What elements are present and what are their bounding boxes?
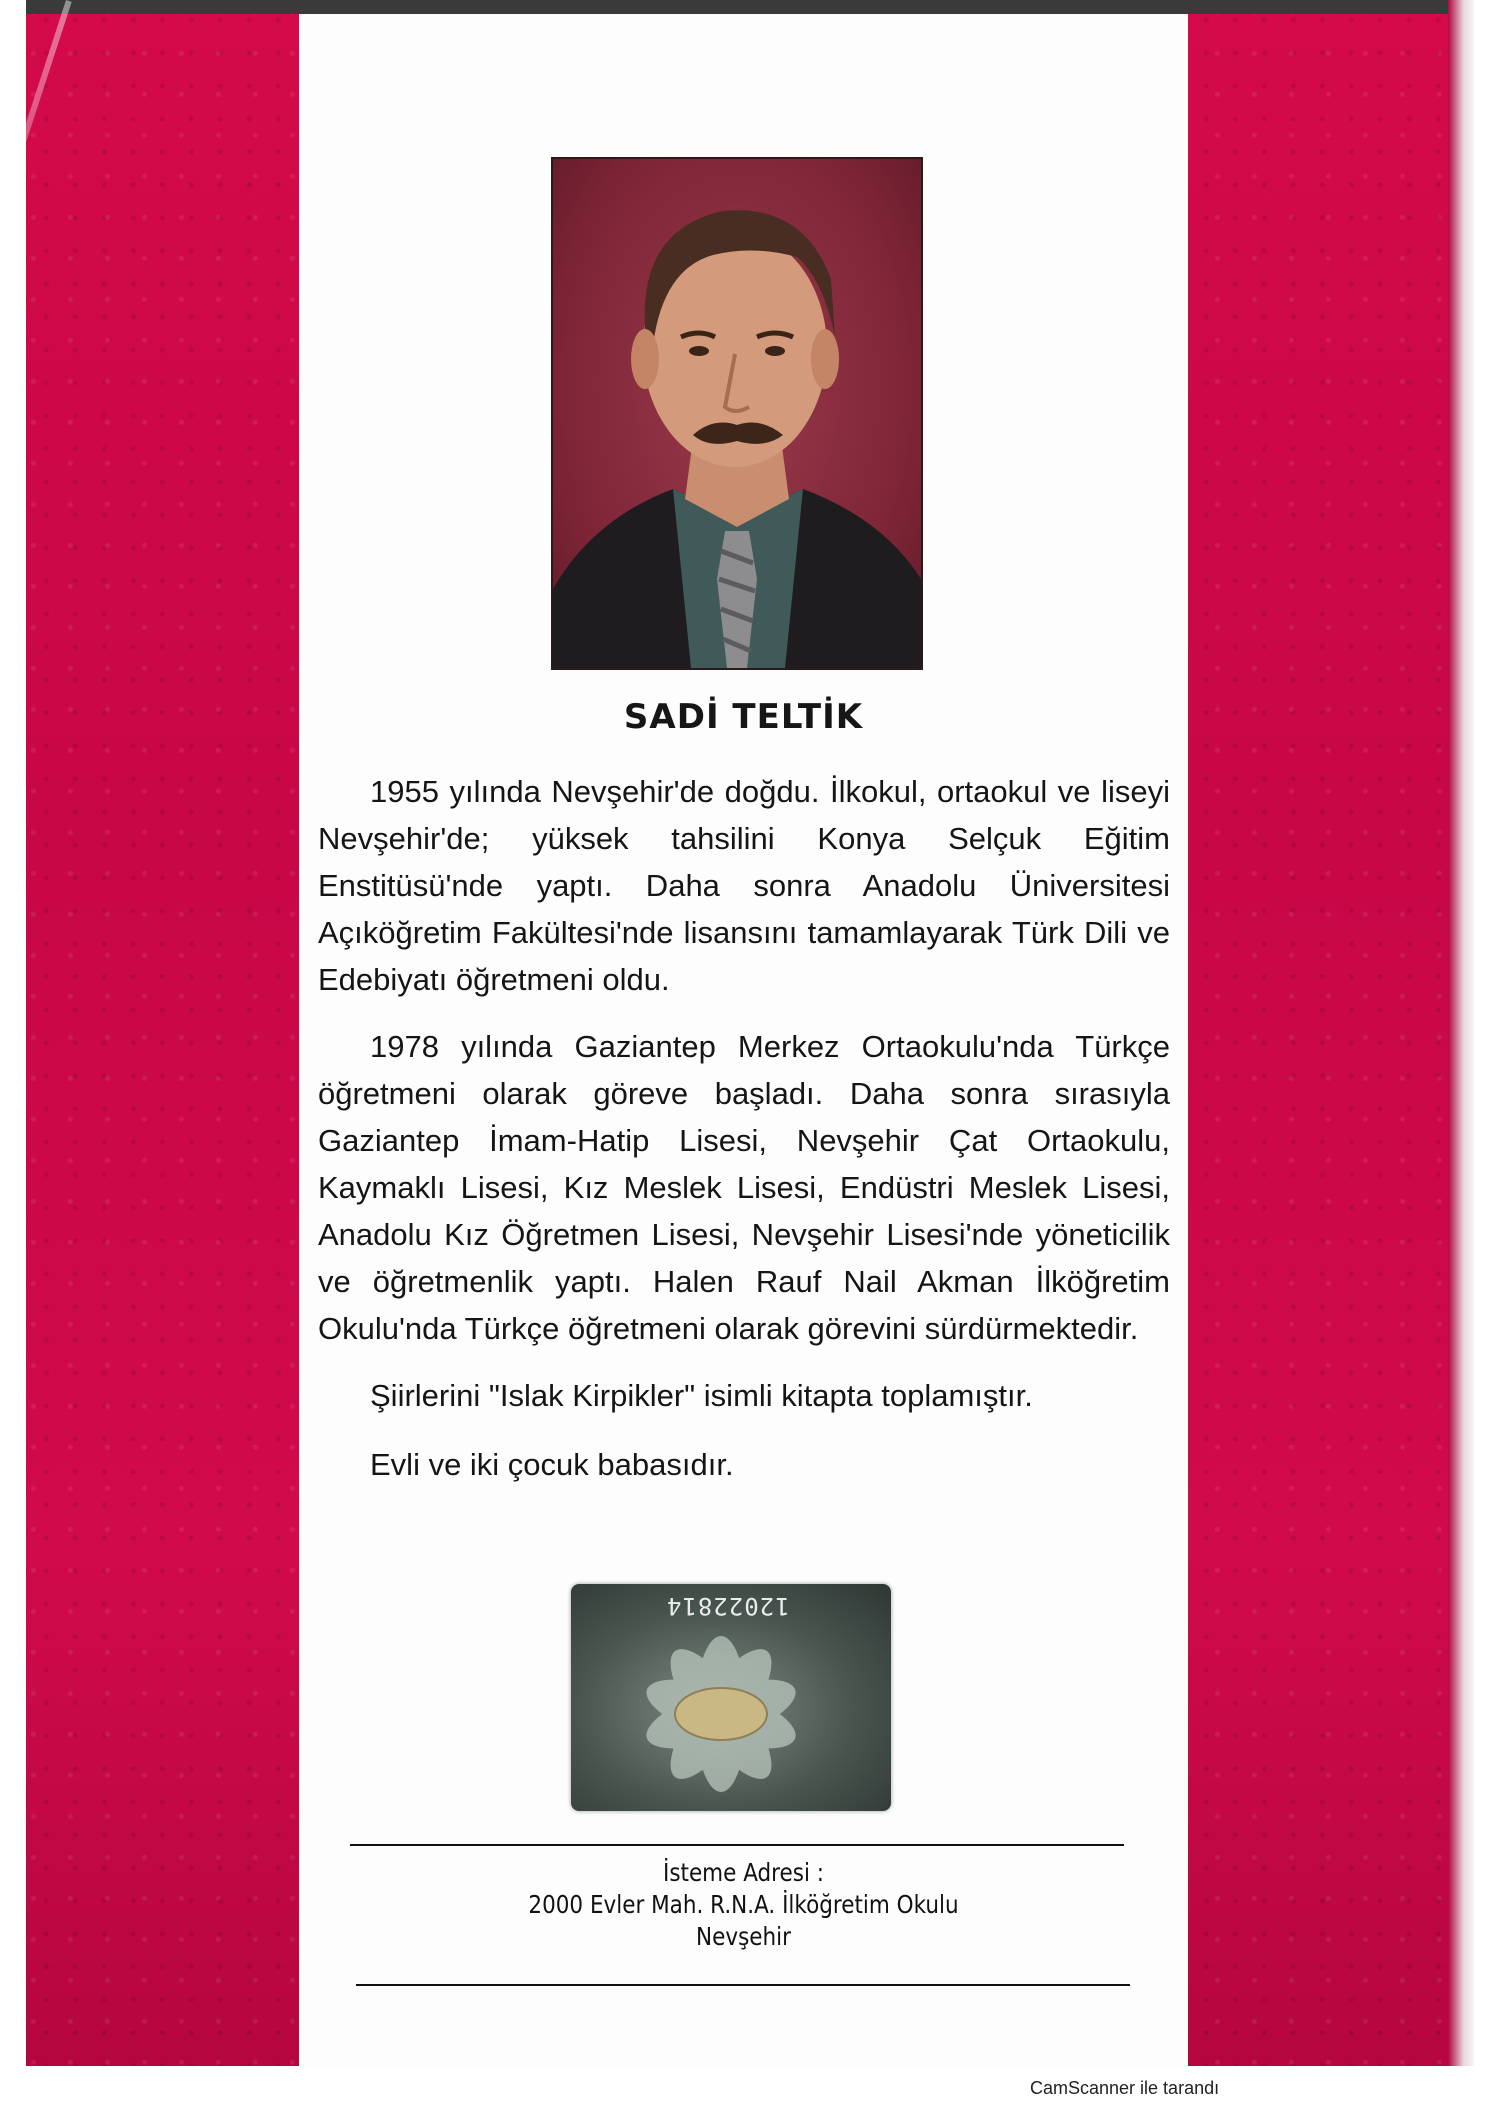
address-label: İsteme Adresi : [662,1858,825,1887]
cover-crease [0,0,72,401]
author-biography [318,768,1170,1510]
order-address [299,1857,1188,1953]
cover-right-edge [1448,0,1474,2066]
bio-paragraph: 1955 yılında Nevşehir'de doğdu. İlkokul, ortaokul ve liseyi Nevşehir'de; yüksek tahsilini Konya Selçuk Eğitim Enstitüsü'nde yaptı. Daha sonra Anadolu Üniversitesi Açıköğretim Fakültesi'nde lisansını tamamlayarak Türk Dili ve Edebiyatı öğretmeni oldu. [318,774,1170,997]
portrait-illustration [553,159,921,668]
bio-paragraph: Şiirlerini "Islak Kirpikler" isimli kitapta toplamıştır. [370,1378,1033,1413]
book-cover [26,0,1474,2066]
bio-paragraph: 1978 yılında Gaziantep Merkez Ortaokulu'nda Türkçe öğretmeni olarak göreve başladı. Daha sonra sırasıyla Gaziantep İmam-Hatip Lisesi, Nevşehir Çat Ortaokulu, Kaymaklı Lisesi, Kız Meslek Lisesi, Endüstri Meslek Lisesi, Anadolu Kız Öğretmen Lisesi, Nevşehir Lisesi'nde yöneticilik ve öğretmenlik yaptı. Halen Rauf Nail Akman İlköğretim Okulu'nda Türkçe öğretmeni olarak görevini sürdürmektedir. [318,1029,1170,1346]
cover-top-edge [26,0,1474,14]
scanner-watermark: CamScanner ile tarandı [1030,2078,1220,2098]
hologram-sticker [571,1584,891,1811]
address-line: 2000 Evler Mah. R.N.A. İlköğretim Okulu [528,1890,959,1919]
author-name: SADİ TELTİK [623,697,864,737]
address-top-rule [350,1844,1124,1846]
author-photo [551,157,923,670]
white-panel [299,14,1188,2066]
address-city: Nevşehir [696,1922,791,1951]
sticker-code: 12022814 [666,1592,790,1620]
address-bottom-rule [356,1984,1130,1986]
bio-paragraph: Evli ve iki çocuk babasıdır. [370,1447,734,1482]
